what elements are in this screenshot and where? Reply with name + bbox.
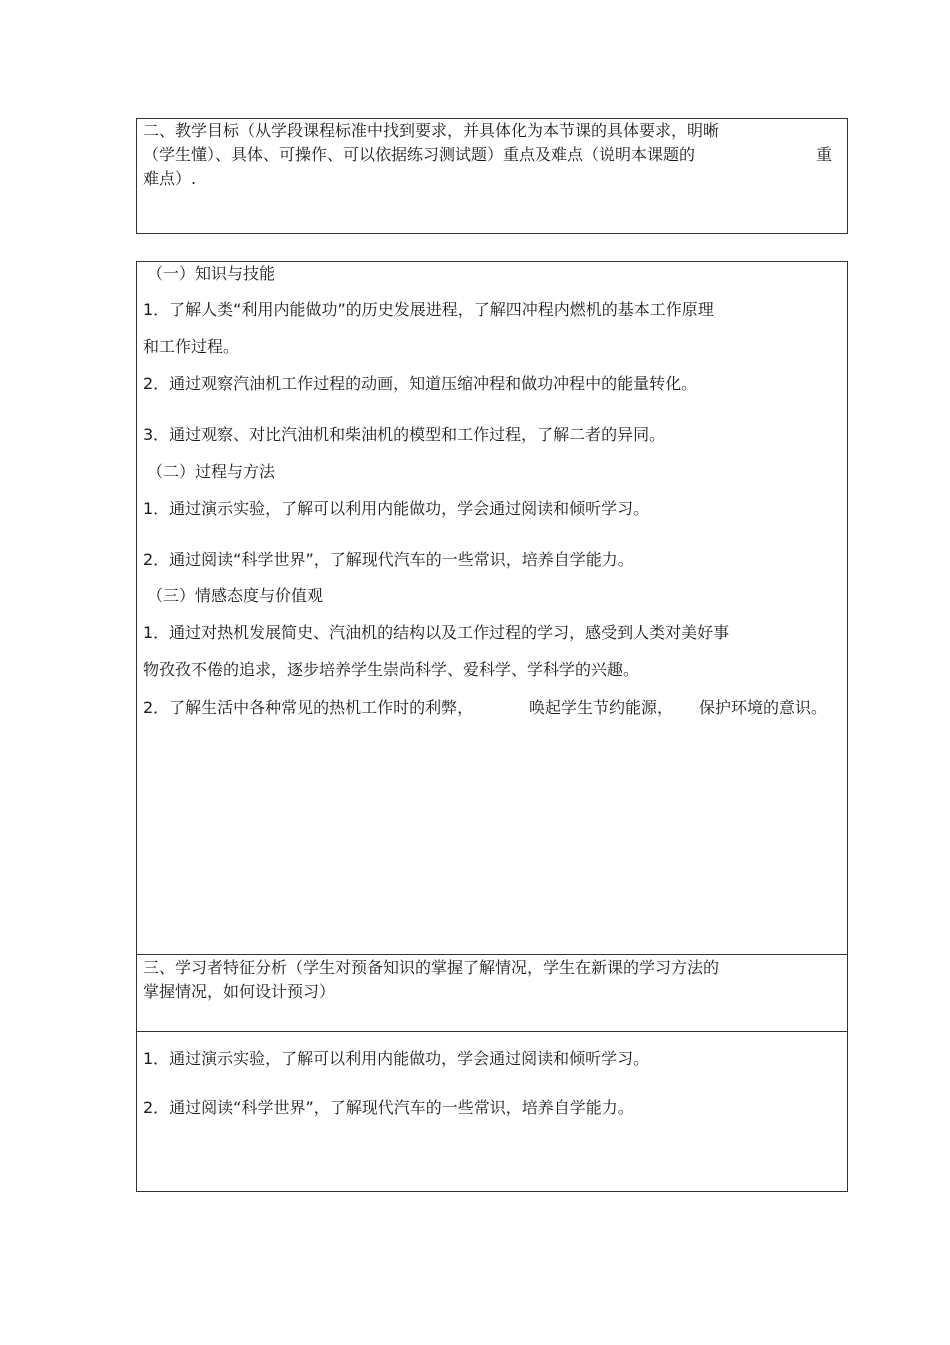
objective-heading-attitude: （三）情感态度与价值观 (147, 586, 324, 605)
objective-heading-knowledge: （一）知识与技能 (147, 264, 276, 283)
section2-heading-line2: （学生懂）、具体、可操作、可以依据练习测试题）重点及难点（说明本课题的 (143, 145, 696, 164)
attitude-item-2-end: 保护环境的意识。 (699, 698, 828, 717)
attitude-item-1: 1．通过对热机发展简史、汽油机的结构以及工作过程的学习，感受到人类对美好事 (143, 623, 730, 642)
knowledge-item-2: 2．通过观察汽油机工作过程的动画，知道压缩冲程和做功冲程中的能量转化。 (143, 374, 698, 393)
attitude-item-1-cont: 物孜孜不倦的追求，逐步培养学生崇尚科学、爱科学、学科学的兴趣。 (143, 660, 640, 679)
knowledge-item-1: 1．了解人类“利用内能做功”的历史发展进程，了解四冲程内燃机的基本工作原理 (143, 300, 714, 319)
attitude-item-2: 2．了解生活中各种常见的热机工作时的利弊， (143, 698, 474, 717)
process-item-2: 2．通过阅读“科学世界”，了解现代汽车的一些常识，培养自学能力。 (143, 550, 634, 569)
knowledge-item-3: 3．通过观察、对比汽油机和柴油机的模型和工作过程，了解二者的异同。 (143, 425, 666, 444)
section-divider (137, 954, 847, 955)
learner-item-1: 1．通过演示实验，了解可以利用内能做功，学会通过阅读和倾听学习。 (143, 1049, 650, 1068)
section2-heading-line3: 难点）. (143, 169, 197, 188)
objective-heading-process: （二）过程与方法 (147, 462, 276, 481)
process-item-1: 1．通过演示实验，了解可以利用内能做功，学会通过阅读和倾听学习。 (143, 499, 650, 518)
knowledge-item-1-cont: 和工作过程。 (143, 337, 240, 356)
learner-item-2: 2．通过阅读“科学世界”，了解现代汽车的一些常识，培养自学能力。 (143, 1098, 634, 1117)
section3-heading-line1: 三、学习者特征分析（学生对预备知识的掌握了解情况，学生在新课的学习方法的 (143, 958, 720, 977)
attitude-item-2-middle: 唤起学生节约能源， (529, 698, 674, 717)
section3-heading-line2: 掌握情况，如何设计预习） (143, 982, 336, 1001)
teaching-goals-header-box (136, 118, 848, 234)
objectives-and-learners-box (136, 261, 848, 1192)
section-divider (137, 1031, 847, 1032)
section2-heading-line2-end: 重 (816, 145, 833, 164)
section2-heading-line1: 二、教学目标（从学段课程标准中找到要求，并具体化为本节课的具体要求，明晰 (143, 121, 720, 140)
